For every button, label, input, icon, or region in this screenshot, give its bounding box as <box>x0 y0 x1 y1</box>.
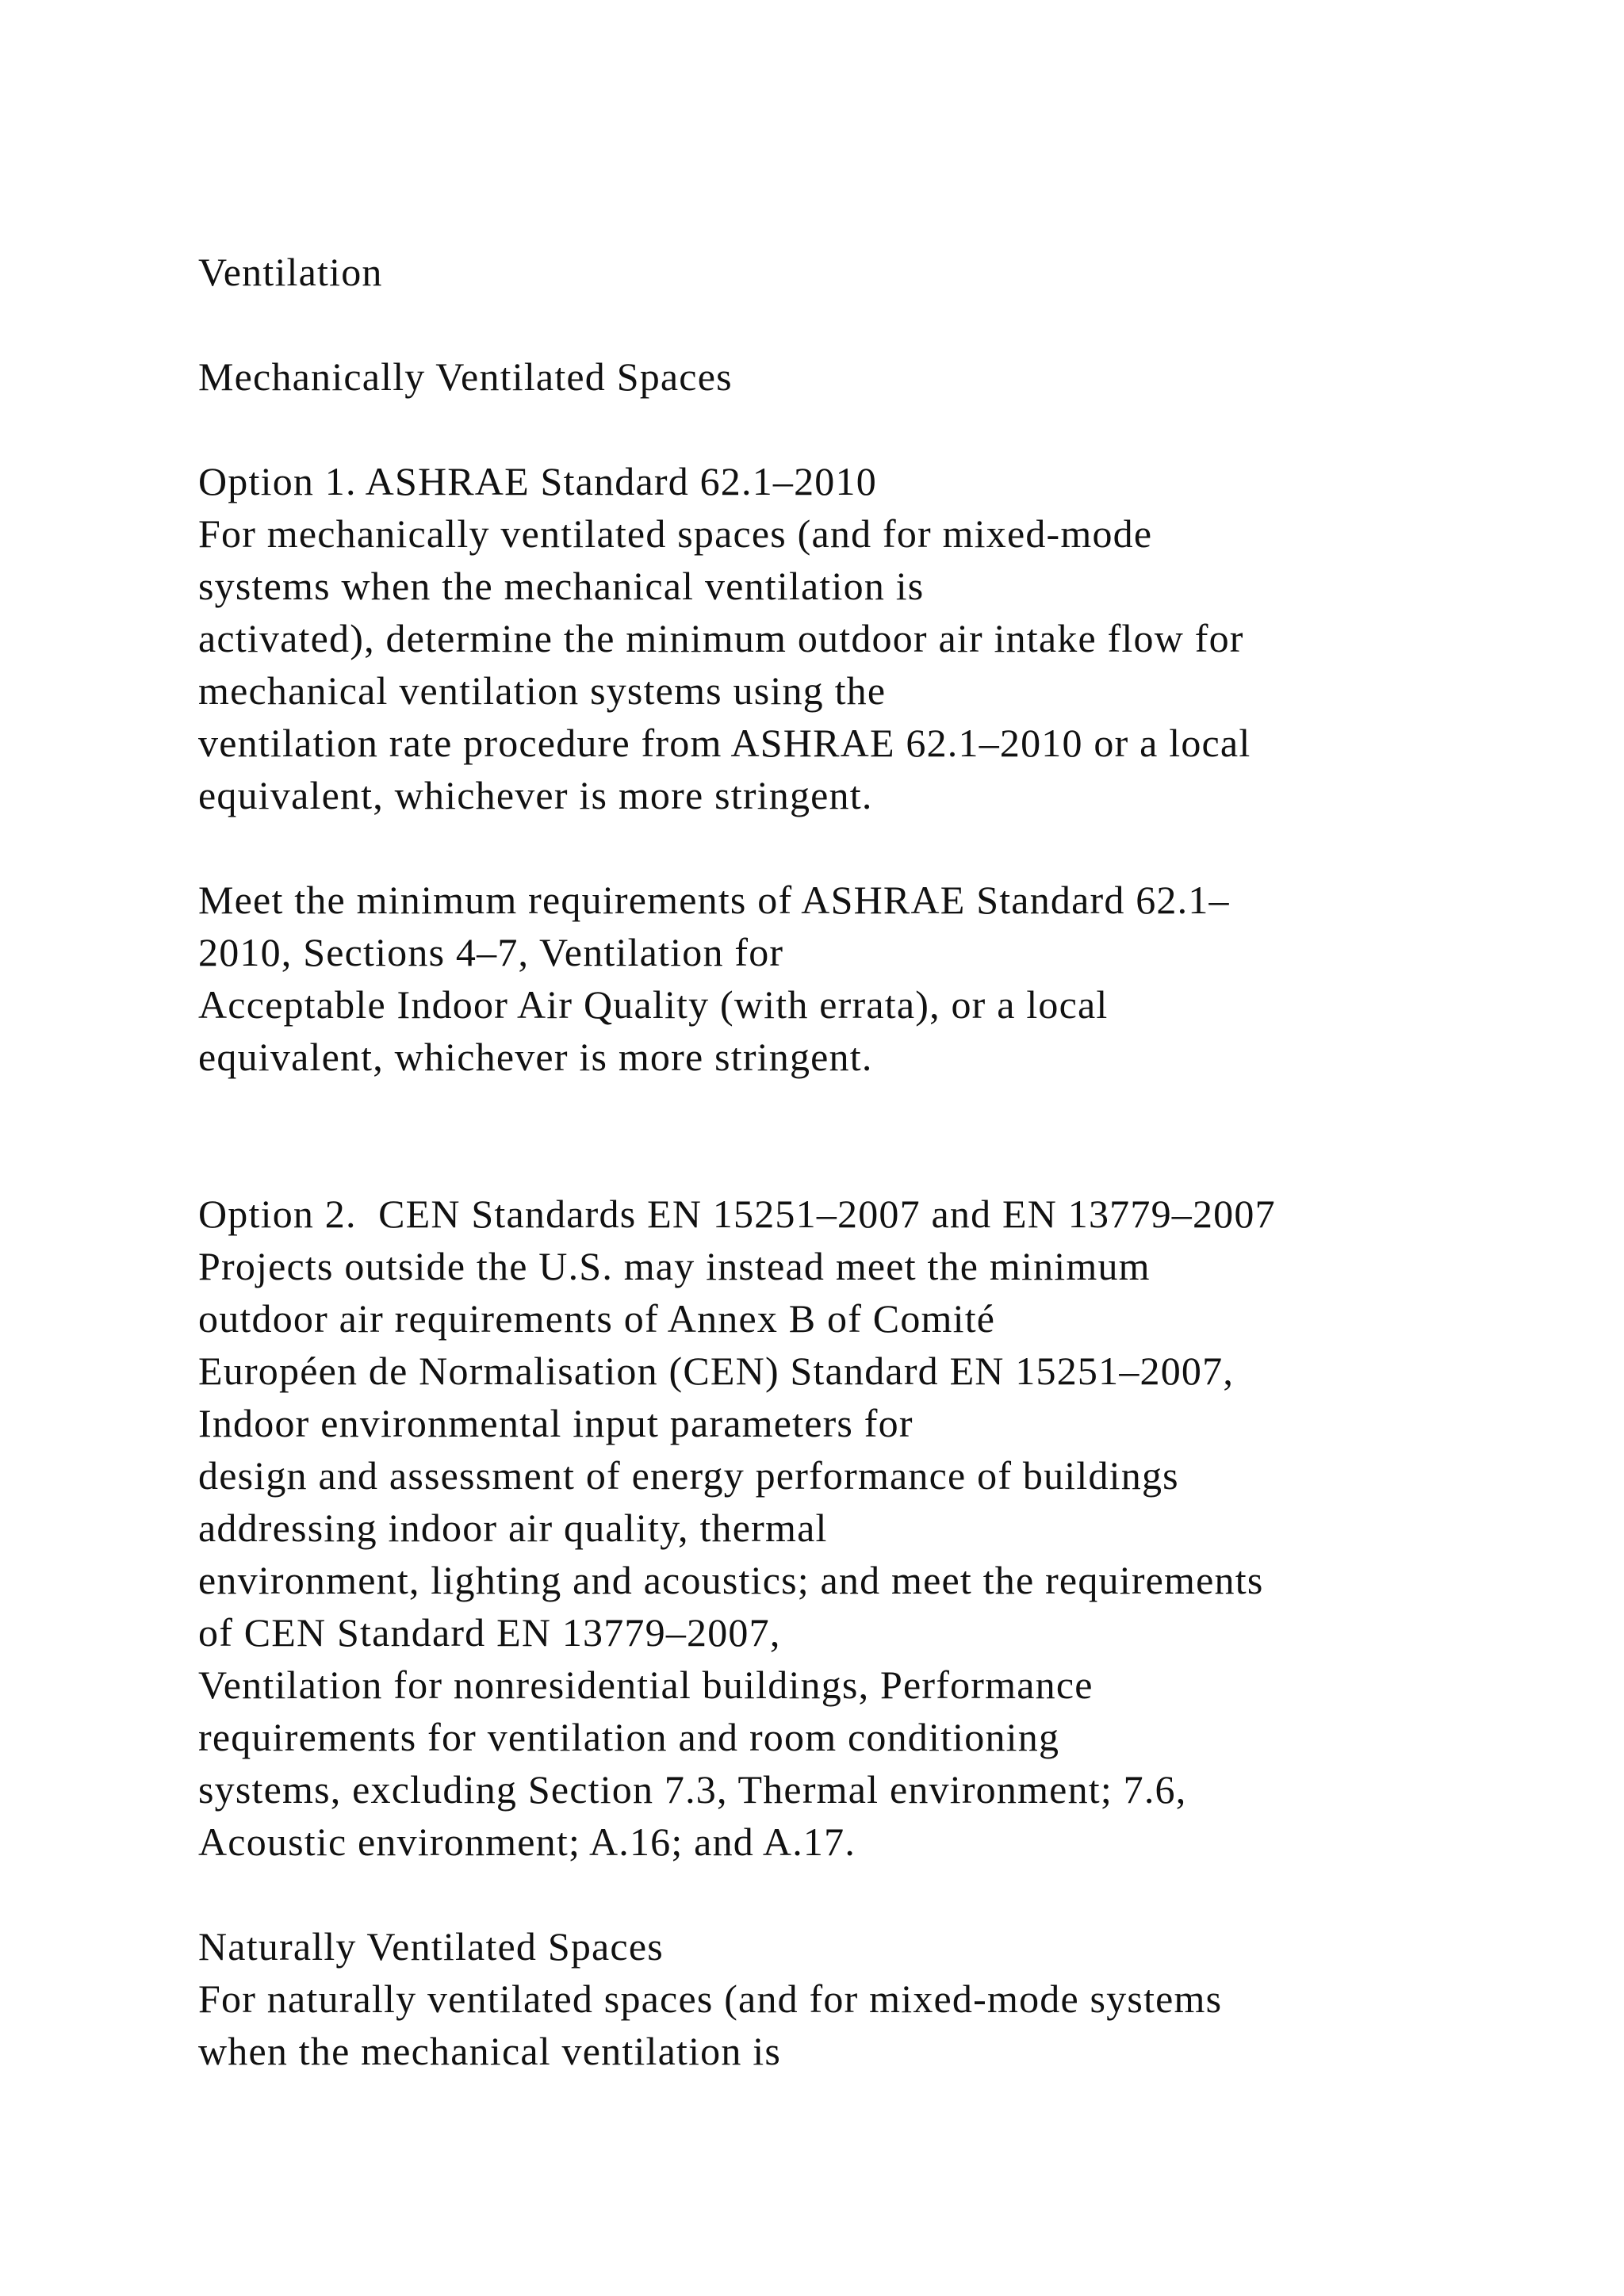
natural-para-line: when the mechanical ventilation is <box>198 2029 782 2073</box>
option2-para-line: of CEN Standard EN 13779–2007, <box>198 1610 781 1655</box>
option2-para-line: systems, excluding Section 7.3, Thermal environment; 7.6, <box>198 1767 1187 1812</box>
blank-line <box>198 821 1546 874</box>
option1-para2-line: equivalent, whichever is more stringent. <box>198 1035 873 1079</box>
option2-para-line: Indoor environmental input parameters for <box>198 1401 914 1445</box>
option1-para1-line: For mechanically ventilated spaces (and for mixed-mode <box>198 511 1153 556</box>
blank-line <box>198 1868 1546 1920</box>
option2-para-line: environment, lighting and acoustics; and meet the requirements <box>198 1558 1264 1602</box>
option1-heading: Option 1. ASHRAE Standard 62.1–2010 <box>198 459 877 503</box>
section-heading-mechanical: Mechanically Ventilated Spaces <box>198 354 733 399</box>
document-title: Ventilation <box>198 250 383 294</box>
option2-para-line: addressing indoor air quality, thermal <box>198 1506 828 1550</box>
section-heading-natural: Naturally Ventilated Spaces <box>198 1924 664 1969</box>
natural-para-line: For naturally ventilated spaces (and for mixed-mode systems <box>198 1976 1223 2021</box>
blank-line <box>198 298 1546 350</box>
option2-heading: Option 2. CEN Standards EN 15251–2007 and EN 13779–2007 <box>198 1192 1276 1236</box>
option2-para-line: Ventilation for nonresidential buildings, Performance <box>198 1663 1094 1707</box>
blank-line <box>198 403 1546 455</box>
option2-para-line: requirements for ventilation and room conditioning <box>198 1715 1060 1759</box>
option2-para-line: Projects outside the U.S. may instead meet the minimum <box>198 1244 1151 1288</box>
option1-para1-line: mechanical ventilation systems using the <box>198 668 887 713</box>
option2-para-line: outdoor air requirements of Annex B of Comité <box>198 1296 996 1341</box>
option1-para1-line: equivalent, whichever is more stringent. <box>198 773 873 817</box>
option1-para2-line: Meet the minimum requirements of ASHRAE Standard 62.1– <box>198 878 1230 922</box>
blank-line <box>198 1083 1546 1188</box>
option1-para2-line: Acceptable Indoor Air Quality (with errata), or a local <box>198 982 1109 1027</box>
option1-para1-line: activated), determine the minimum outdoor air intake flow for <box>198 616 1244 660</box>
option2-para-line: Européen de Normalisation (CEN) Standard EN 15251–2007, <box>198 1349 1235 1393</box>
option1-para1-line: systems when the mechanical ventilation is <box>198 564 925 608</box>
document-body <box>198 246 1546 2077</box>
option1-para1-line: ventilation rate procedure from ASHRAE 62.1–2010 or a local <box>198 721 1251 765</box>
option2-para-line: design and assessment of energy performance of buildings <box>198 1453 1179 1498</box>
option2-para-line: Acoustic environment; A.16; and A.17. <box>198 1820 856 1864</box>
option1-para2-line: 2010, Sections 4–7, Ventilation for <box>198 930 784 974</box>
